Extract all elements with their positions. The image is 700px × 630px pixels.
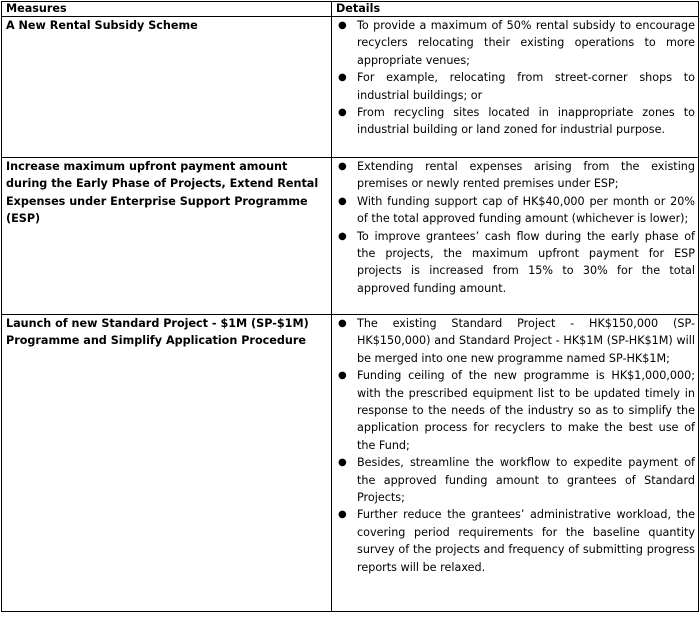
- detail-text: Extending rental expenses arising from the existing premises or newly rented premises under ESP;: [357, 160, 695, 191]
- list-item: [336, 158, 695, 193]
- bullet-icon: ●: [338, 318, 347, 329]
- measure-cell: A New Rental Subsidy Scheme: [2, 17, 332, 158]
- details-cell: [332, 315, 699, 612]
- table-row: [2, 315, 699, 612]
- detail-text: To improve grantees’ cash flow during the early phase of the projects, the maximum upfront payment for ESP projects is increased from 15% to 30% for the total approved funding amount.: [357, 229, 695, 295]
- bullet-icon: ●: [338, 509, 347, 521]
- detail-text: From recycling sites located in inappropriate zones to industrial building or land zoned for industrial purpose.: [357, 106, 695, 137]
- detail-text: With funding support cap of HK$40,000 per month or 20% of the total approved funding amount (whichever is lower);: [357, 194, 695, 226]
- bullet-icon: ●: [338, 161, 347, 172]
- header-row: [2, 2, 699, 17]
- bullet-icon: ●: [338, 195, 347, 207]
- bullet-icon: ●: [338, 107, 347, 119]
- details-list: [336, 315, 695, 576]
- details-list: [336, 17, 695, 139]
- header-details: Details: [332, 2, 699, 17]
- list-item: [336, 69, 695, 104]
- bullet-icon: ●: [338, 230, 347, 242]
- details-list: [336, 158, 695, 297]
- list-item: [336, 193, 695, 228]
- table-row: [2, 158, 699, 315]
- measure-cell: Increase maximum upfront payment amount during the Early Phase of Projects, Extend Rental Expenses under Enterprise Support Programme (ESP): [2, 158, 332, 315]
- table-row: [2, 17, 699, 158]
- list-item: [336, 315, 695, 367]
- detail-text: To provide a maximum of 50% rental subsidy to encourage recyclers relocating their existing operations to more appropriate venues;: [357, 19, 695, 67]
- measure-cell: Launch of new Standard Project - $1M (SP-$1M) Programme and Simplify Application Procedure: [2, 315, 332, 612]
- measures-table: [1, 1, 699, 612]
- list-item: [336, 17, 695, 69]
- bullet-icon: ●: [338, 370, 347, 382]
- detail-text: Funding ceiling of the new programme is HK$1,000,000; with the prescribed equipment list to be updated timely in response to the needs of the industry so as to simplify the application process for recyclers to make the best use of the Fund;: [357, 369, 695, 452]
- header-measures: Measures: [2, 2, 332, 17]
- list-item: [336, 506, 695, 576]
- list-item: [336, 367, 695, 454]
- detail-text: Besides, streamline the workflow to expedite payment of the approved funding amount to grantees of Standard Projects;: [357, 456, 695, 505]
- list-item: [336, 104, 695, 139]
- detail-text: Further reduce the grantees’ administrative workload, the covering period requirements for the baseline quantity survey of the projects and frequency of submitting progress reports will be relaxed.: [357, 508, 695, 574]
- detail-text: For example, relocating from street-corner shops to industrial buildings; or: [357, 71, 695, 102]
- details-cell: [332, 17, 699, 158]
- bullet-icon: ●: [338, 72, 347, 84]
- bullet-icon: ●: [338, 20, 347, 31]
- list-item: [336, 454, 695, 506]
- detail-text: The existing Standard Project - HK$150,000 (SP-HK$150,000) and Standard Project - HK$1M (SP-HK$1M) will be merged into one new programme named SP-HK$1M;: [357, 317, 695, 365]
- bullet-icon: ●: [338, 457, 347, 469]
- details-cell: [332, 158, 699, 315]
- list-item: [336, 228, 695, 298]
